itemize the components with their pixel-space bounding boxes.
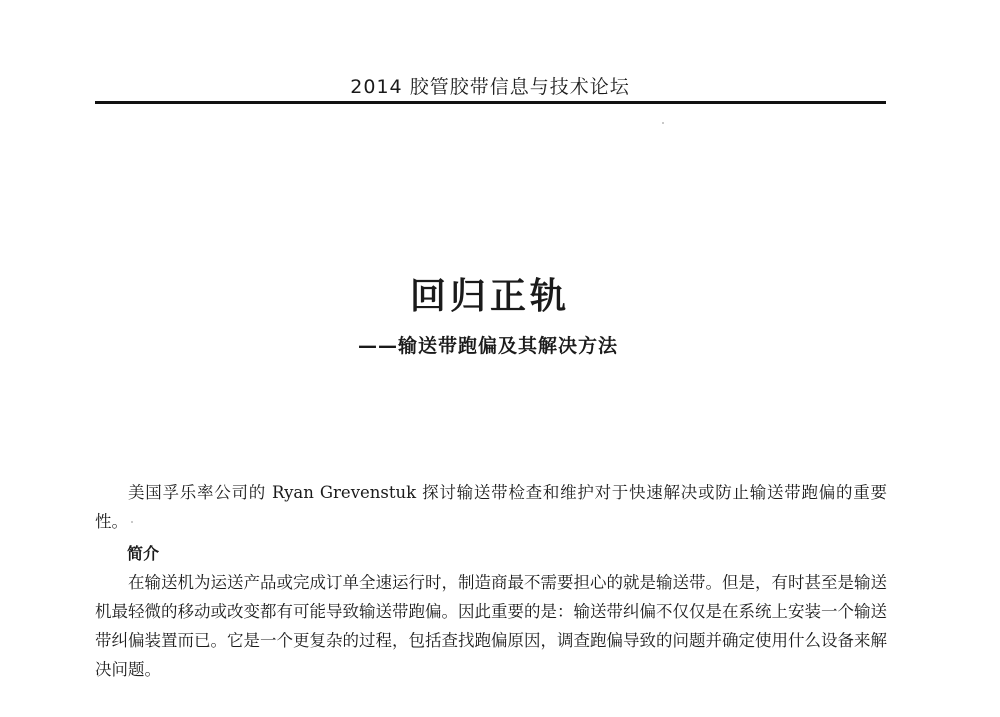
article-body xyxy=(95,478,887,684)
header-divider xyxy=(95,101,886,104)
running-header: 2014 胶管胶带信息与技术论坛 xyxy=(350,76,630,98)
section-paragraph: 在输送机为运送产品或完成订单全速运行时，制造商最不需要担心的就是输送带。但是，有时甚至是输送机最轻微的移动或改变都有可能导致输送带跑偏。因此重要的是：输送带纠偏不仅仅是在系统上安装一个输送带纠偏装置而已。它是一个更复杂的过程，包括查找跑偏原因，调查跑偏导致的问题并确定使用什么设备来解决问题。 xyxy=(95,573,887,679)
article-subtitle: ——输送带跑偏及其解决方法 xyxy=(358,335,619,357)
scan-speck xyxy=(131,521,133,523)
section-heading: 简介 xyxy=(127,544,160,563)
article-title: 回归正轨 xyxy=(409,276,570,317)
intro-paragraph: 美国孚乐率公司的 Ryan Grevenstuk 探讨输送带检查和维护对于快速解决或防止输送带跑偏的重要性。 xyxy=(95,483,887,531)
scan-speck xyxy=(662,122,664,124)
